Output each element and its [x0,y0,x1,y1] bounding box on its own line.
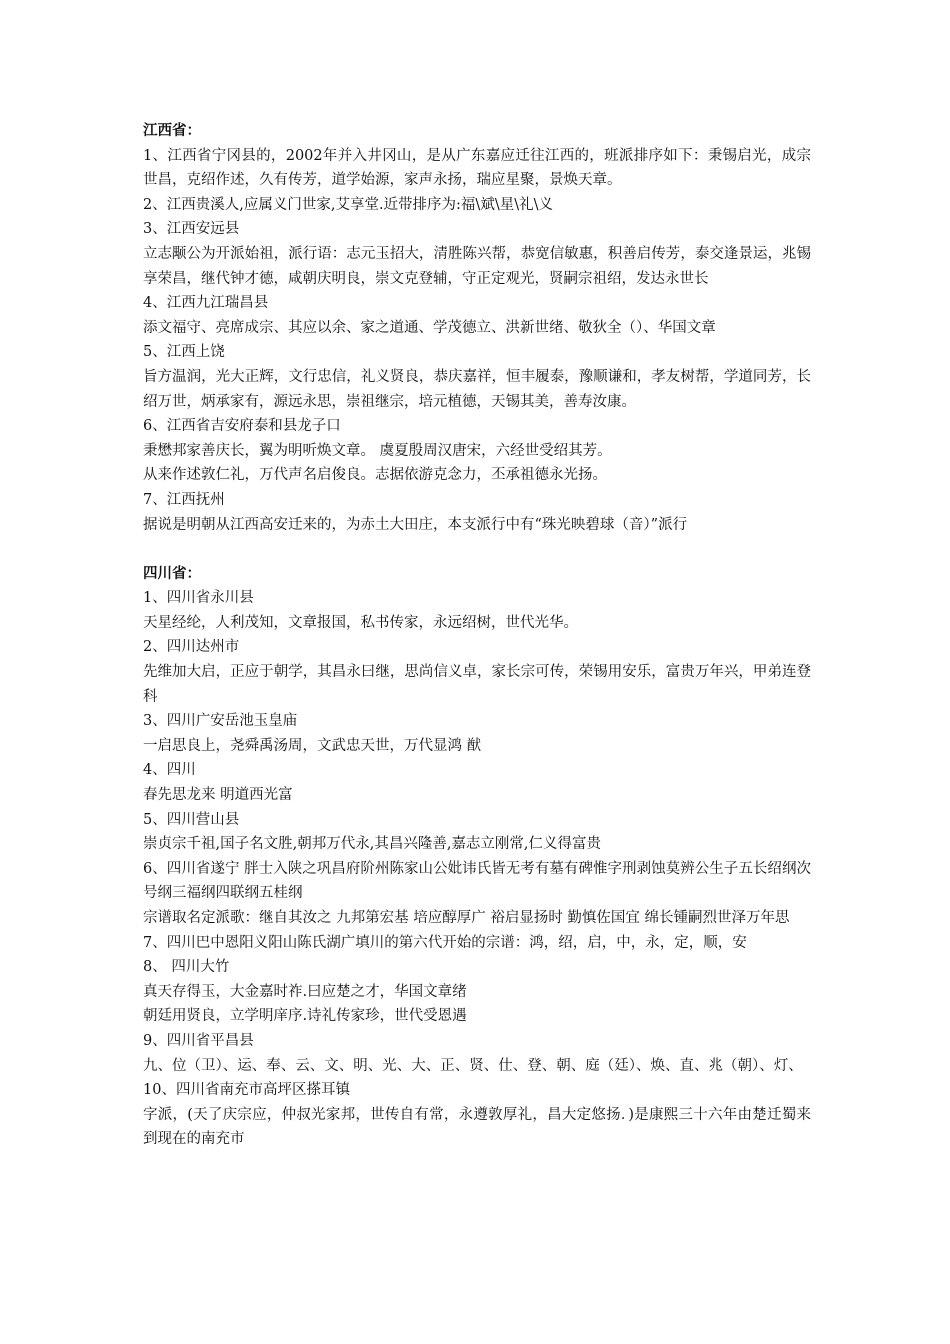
section-heading: 四川省： [143,565,201,582]
text-line: 4、四川 [143,762,196,779]
text-line: 8、 四川大竹 [143,959,230,976]
text-line: 添文福守、亮席成宗、其应以余、家之道通、学茂德立、洪新世绪、敬狄全（）、华国文章 [143,319,716,336]
text-line: 真天存得玉，大金嘉时祚.曰应楚之才，华国文章绪 [143,983,467,1000]
text-line: 2、四川达州市 [143,639,240,656]
text-line: 1、江西省宁冈县的，2002年并入井冈山，是从广东嘉应迁往江西的，班派排序如下：秉锡启光，成宗世昌，克绍作述，久有传芳，道学始源，家声永扬，瑞应星聚，景焕天章。 [143,147,811,189]
text-line: 春先思龙来 明道西光富 [143,787,293,804]
text-line: 6、江西省吉安府泰和县龙子口 [143,418,341,435]
text-line: 先维加大启，正应于朝学，其昌永曰继，思尚信义卓，家长宗可传，荣锡用安乐，富贵万年兴，甲弟连登科 [143,664,811,705]
text-line: 据说是明朝从江西高安迁来的，为赤土大田庄，本支派行中有“珠光映碧球（音）”派行 [143,516,688,533]
text-line: 天星经纶，人利茂知，文章报国，私书传家，永远绍树，世代光华。 [143,614,578,631]
section-sichuan [143,562,811,1152]
text-line: 1、四川省永川县 [143,590,254,607]
text-line: 一启思良上，尧舜禹汤周，文武忠天世，万代显鸿 猷 [143,737,482,754]
text-line: 朝廷用贤良，立学明庠序.诗礼传家珍，世代受恩遇 [143,1008,467,1025]
text-line: 2、江西贵溪人,应属义门世家,艾享堂.近带排序为:福\斌\星\礼\义 [143,196,553,213]
text-line: 4、江西九江瑞昌县 [143,295,269,312]
text-line: 6、四川省遂宁 胖士入陕之巩昌府阶州陈家山公妣讳氏皆无考有墓有碑惟字刑剥蚀莫辨公生子五长绍纲次号纲三福纲四联纲五桂纲 [143,860,811,902]
text-line: 5、江西上饶 [143,344,225,361]
section-jiangxi [143,119,811,537]
text-line: 7、江西抚州 [143,491,225,508]
text-line: 崇贞宗千祖,国子名文胜,朝邦万代永,其昌兴隆善,嘉志立刚常,仁义得富贵 [143,836,602,853]
text-line: 9、四川省平昌县 [143,1032,254,1049]
text-line: 宗谱取名定派歌：继自其汝之 九邦第宏基 培应醇厚广 裕启显扬时 勤慎佐国宜 绵长锺嗣烈世泽万年思 [143,910,790,926]
text-line: 5、四川营山县 [143,811,240,828]
text-line: 从来作述敦仁礼，万代声名启俊良。志据依游克念力，丕承祖德永光扬。 [143,467,607,484]
text-line: 3、江西安远县 [143,221,240,238]
text-line: 10、四川省南充市高坪区搽耳镇 [143,1082,350,1099]
text-line: 秉懋邦家善庆长，翼为明听焕文章。 虞夏殷周汉唐宋，六经世受绍其芳。 [143,442,612,459]
text-line: 7、四川巴中恩阳义阳山陈氏湖广填川的第六代开始的宗谱：鸿，绍，启，中，永，定，顺，安 [143,934,747,951]
text-line: 九、位（卫）、运、奉、云、文、明、光、大、正、贤、仕、登、朝、庭（廷）、焕、直、兆（朝）、灯、 [143,1057,803,1074]
section-spacer [143,537,811,562]
text-line: 3、四川广安岳池玉皇庙 [143,713,298,730]
text-line: 字派，(天了庆宗应，仲叔光家邦，世传自有常，永遵敦厚礼，昌大定悠扬．)是康熙三十六年由楚迁蜀来到现在的南充市 [143,1106,811,1148]
section-heading: 江西省： [143,123,201,139]
document-page [143,119,811,1152]
text-line: 立志颙公为开派始祖，派行语：志元玉招大，清胜陈兴帮，恭宽信敏惠，积善启传芳，泰交逢景运，兆锡享荣昌，继代钟才德，咸朝庆明良，崇文克登辅，守正定观光，贤嗣宗祖绍，发达永世长 [143,245,811,287]
text-line: 旨方温润，光大正辉，文行忠信，礼义贤良，恭庆嘉祥，恒丰履泰，豫顺谦和，孝友树帮，学道同芳，长绍万世，炳承家有，源远永思，崇祖继宗，培元植德，天锡其美，善寿汝康。 [143,368,811,410]
